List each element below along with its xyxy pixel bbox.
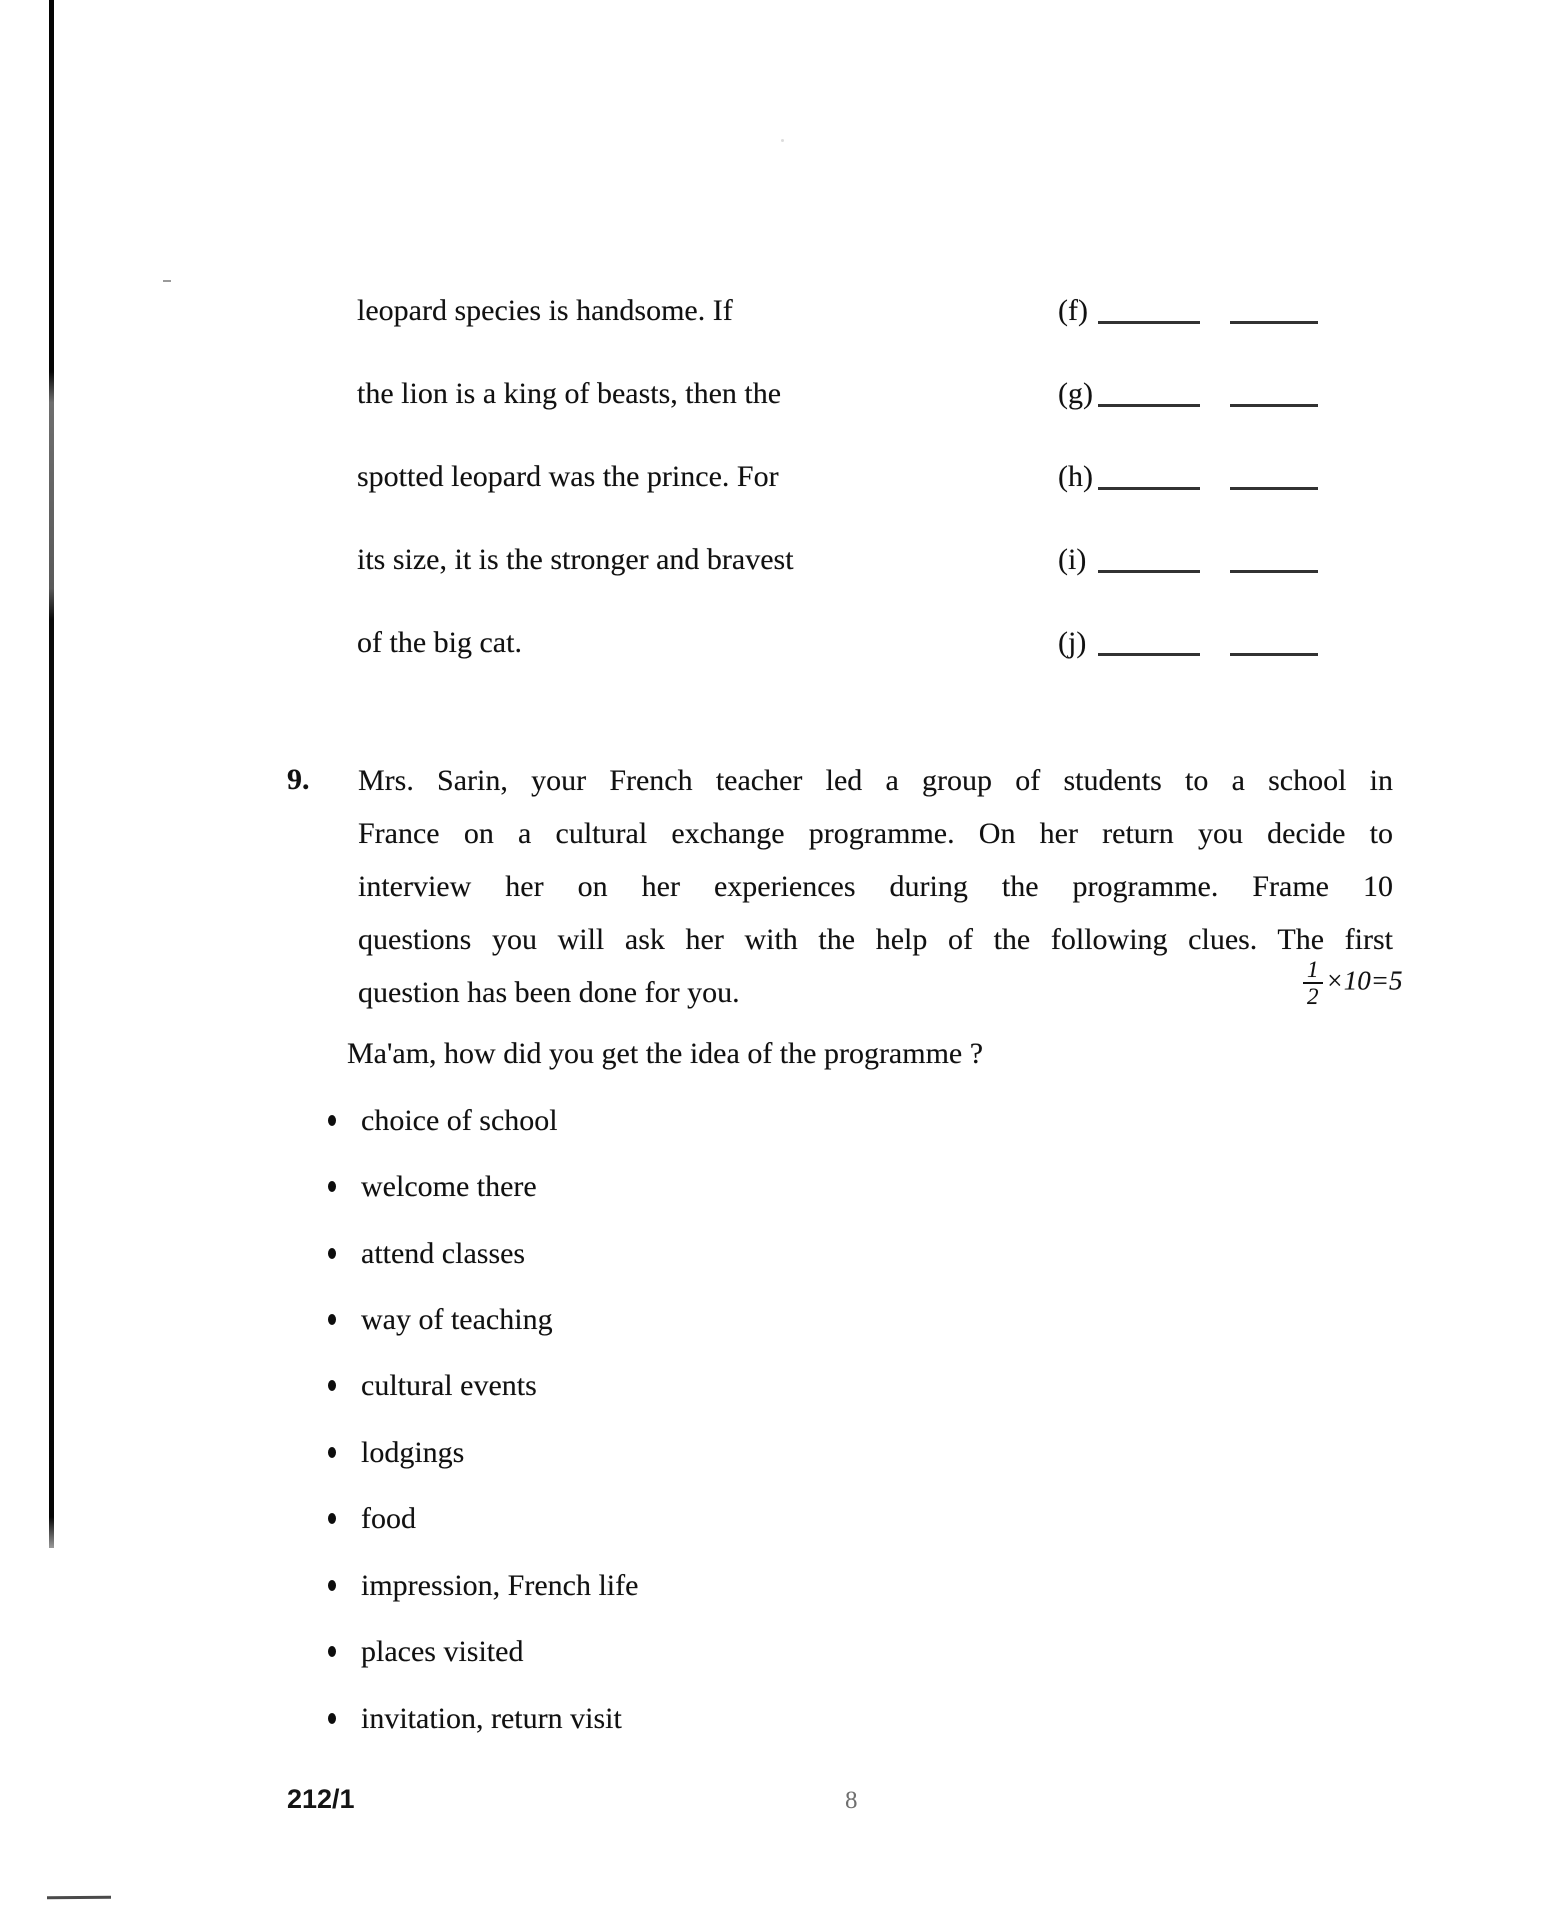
clue-list-item (328, 1635, 523, 1669)
answer-blank-line (1230, 653, 1318, 656)
answer-blank-line (1098, 570, 1200, 573)
clue-list-item (328, 1436, 464, 1470)
bullet-icon (328, 1181, 336, 1192)
question-text-line: interview her on her experiences during the programme. Frame 10 (358, 870, 1393, 903)
answer-blank-line (1098, 653, 1200, 656)
scan-artifact-line (47, 1896, 111, 1900)
clue-list-item (328, 1170, 537, 1204)
question-number: 9. (287, 763, 310, 796)
fraction-denominator: 2 (1307, 984, 1319, 1010)
fraction-numerator: 1 (1303, 958, 1323, 984)
answer-blank-line (1230, 487, 1318, 490)
clue-list-item (328, 1702, 622, 1736)
clue-text: places visited (361, 1635, 524, 1668)
blank-label: (h) (1058, 460, 1093, 493)
bullet-icon (328, 1580, 336, 1591)
passage-line: of the big cat. (357, 626, 522, 659)
bullet-icon (328, 1314, 336, 1325)
clue-list-item (328, 1569, 638, 1603)
passage-line: its size, it is the stronger and bravest (357, 543, 794, 576)
clue-text: lodgings (361, 1436, 465, 1469)
sample-question: Ma'am, how did you get the idea of the programme ? (347, 1037, 984, 1070)
clue-list-item (328, 1502, 416, 1536)
answer-blank-line (1098, 404, 1200, 407)
clue-list-item (328, 1237, 525, 1271)
clue-list-item (328, 1303, 553, 1337)
scan-speck (781, 139, 784, 142)
fill-in-row (357, 376, 1327, 418)
clue-text: welcome there (361, 1170, 537, 1203)
fill-in-row (357, 542, 1327, 584)
blank-label: (f) (1058, 294, 1088, 327)
blank-label: (i) (1058, 543, 1087, 576)
clue-text: impression, French life (361, 1569, 639, 1602)
bullet-icon (328, 1115, 336, 1126)
question-text-line: France on a cultural exchange programme. On her return you decide to (358, 817, 1393, 850)
clue-text: choice of school (361, 1104, 558, 1137)
bullet-icon (328, 1248, 336, 1259)
paper-code: 212/1 (287, 1784, 355, 1814)
fill-in-row (357, 459, 1327, 501)
answer-blank-line (1230, 570, 1318, 573)
clue-text: way of teaching (361, 1303, 553, 1336)
clue-text: cultural events (361, 1369, 537, 1402)
question-text-line: Mrs. Sarin, your French teacher led a group of students to a school in (358, 764, 1393, 797)
scan-speck (163, 280, 171, 282)
marks-expression: ×10=5 (1325, 965, 1403, 996)
bullet-icon (328, 1513, 336, 1524)
passage-line: the lion is a king of beasts, then the (357, 377, 782, 410)
question-text-line: question has been done for you. (358, 976, 740, 1009)
clue-text: food (361, 1502, 416, 1535)
clue-list-item (328, 1369, 537, 1403)
answer-blank-line (1098, 487, 1200, 490)
blank-label: (g) (1058, 377, 1093, 410)
marks-fraction (1303, 958, 1323, 1009)
marks-allocation (1303, 958, 1402, 1009)
clue-text: invitation, return visit (361, 1702, 622, 1735)
blank-label: (j) (1058, 626, 1087, 659)
answer-blank-line (1098, 321, 1200, 324)
clue-list-item (328, 1104, 558, 1138)
clue-text: attend classes (361, 1237, 526, 1270)
bullet-icon (328, 1713, 336, 1724)
fill-in-row (357, 293, 1327, 335)
bullet-icon (328, 1380, 336, 1391)
scan-binding-line (49, 0, 54, 1548)
passage-line: leopard species is handsome. If (357, 294, 733, 327)
fill-in-row (357, 625, 1327, 667)
answer-blank-line (1230, 321, 1318, 324)
question-text-line: questions you will ask her with the help of the following clues. The first (358, 923, 1393, 956)
bullet-icon (328, 1447, 336, 1458)
answer-blank-line (1230, 404, 1318, 407)
bullet-icon (328, 1646, 336, 1657)
passage-line: spotted leopard was the prince. For (357, 460, 779, 493)
page-number: 8 (845, 1787, 858, 1814)
